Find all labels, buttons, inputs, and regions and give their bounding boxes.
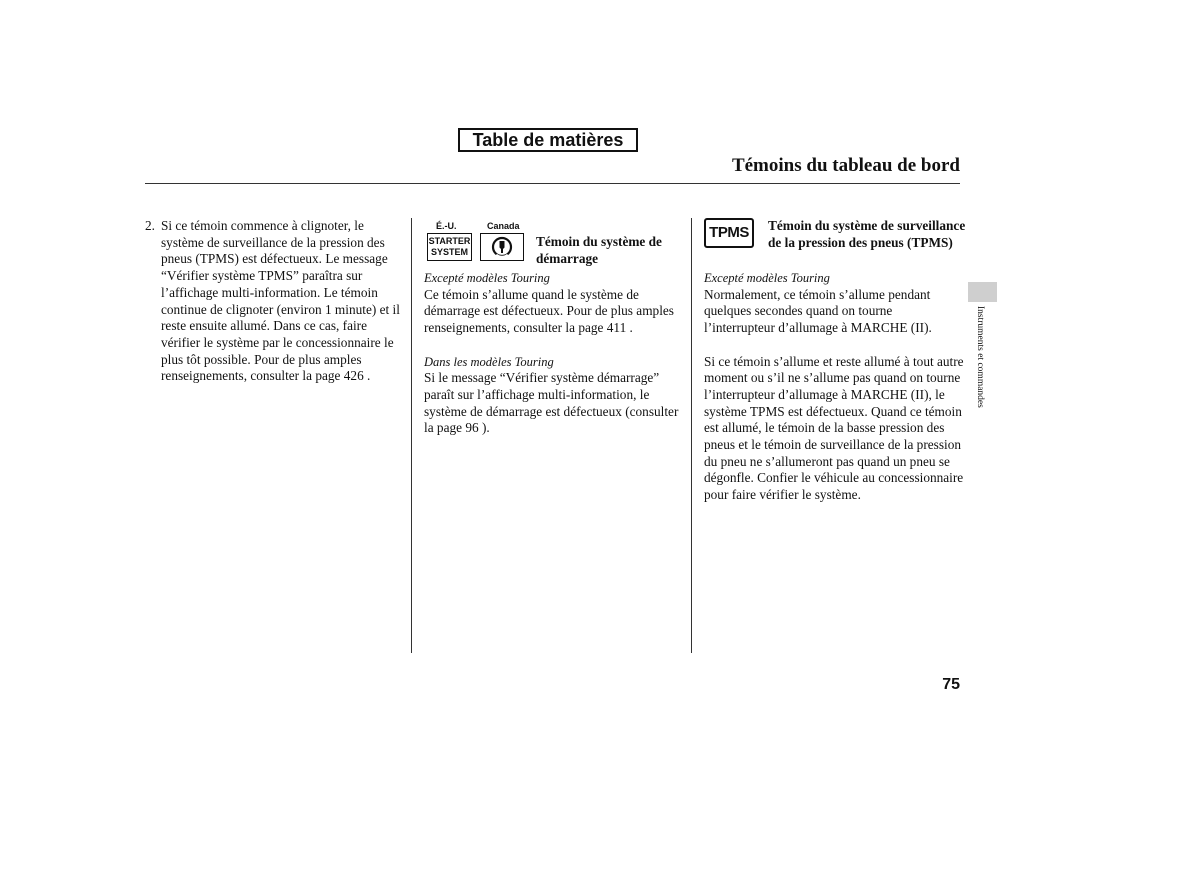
item-text: Si ce témoin commence à clignoter, le système de surveillance de la pression des pneus (TPMS) est défectueux. Le message “Vérifier système TPMS” paraîtra sur l’affichage multi-information. Le témoin continue de clignoter (environ 1 minute) et il reste ensuite allumé. Dans ce cas, faire vérifier le système par le concessionnaire le plus tôt possible. Pour de plus amples renseignements, consulter la page 426 . (161, 218, 400, 384)
starter-icon-line2: SYSTEM (430, 247, 468, 257)
page-number: 75 (942, 676, 960, 693)
section-tab (968, 282, 997, 302)
item-number: 2. (145, 218, 155, 233)
subheading-touring: Dans les modèles Touring (424, 354, 554, 369)
starter-system-icon (427, 233, 472, 261)
page-title: Témoins du tableau de bord (731, 155, 960, 176)
tpms-indicator-row (704, 218, 966, 270)
starter-paragraph-1: Ce témoin s’allume quand le système de démarrage est défectueux. Pour de plus amples renseignements, consulter la page 411 . (424, 286, 674, 336)
starter-icon-line1: STARTER (428, 236, 471, 246)
label-us: É.-U. (436, 221, 457, 231)
table-of-contents-button[interactable]: Table de matières (458, 128, 638, 152)
subheading-except-touring: Excepté modèles Touring (704, 271, 830, 285)
column-1 (145, 218, 407, 385)
tpms-paragraph-2: Si ce témoin s’allume et reste allumé à tout autre moment ou s’il ne s’allume pas quand on tourne l’interrupteur d’allumage à MARCHE (II), le système TPMS est défectueux. Quand ce témoin est allumé, le témoin de la basse pression des pneus et le témoin de surveillance de la pression du pneu ne s’allumeront pas quand un pneu se dégonfle. Confier le véhicule au concessionnaire pour faire vérifier le système. (704, 353, 964, 503)
list-item (145, 218, 407, 385)
tpms-icon: TPMS (704, 218, 754, 248)
power-key-icon (480, 233, 524, 261)
column-3 (704, 218, 966, 504)
tpms-paragraph-1: Normalement, ce témoin s’allume pendant quelques secondes quand on tourne l’interrupteur d’allumage à MARCHE (II). (704, 286, 932, 336)
starter-paragraph-2: Si le message “Vérifier système démarrage” paraît sur l’affichage multi-information, le système de démarrage est défectueux (consulter la page 96 ). (424, 370, 679, 436)
label-canada: Canada (487, 221, 520, 231)
subheading-except-touring: Excepté modèles Touring (424, 271, 550, 285)
header-divider (145, 183, 960, 184)
starter-indicator-row (424, 218, 686, 270)
column-divider (691, 218, 692, 653)
tpms-heading: Témoin du système de surveillance de la pression des pneus (TPMS) (768, 218, 966, 250)
column-divider (411, 218, 412, 653)
starter-heading: Témoin du système de démarrage (536, 234, 662, 266)
section-label: Instruments et commandes (975, 306, 985, 408)
column-2 (424, 218, 686, 437)
